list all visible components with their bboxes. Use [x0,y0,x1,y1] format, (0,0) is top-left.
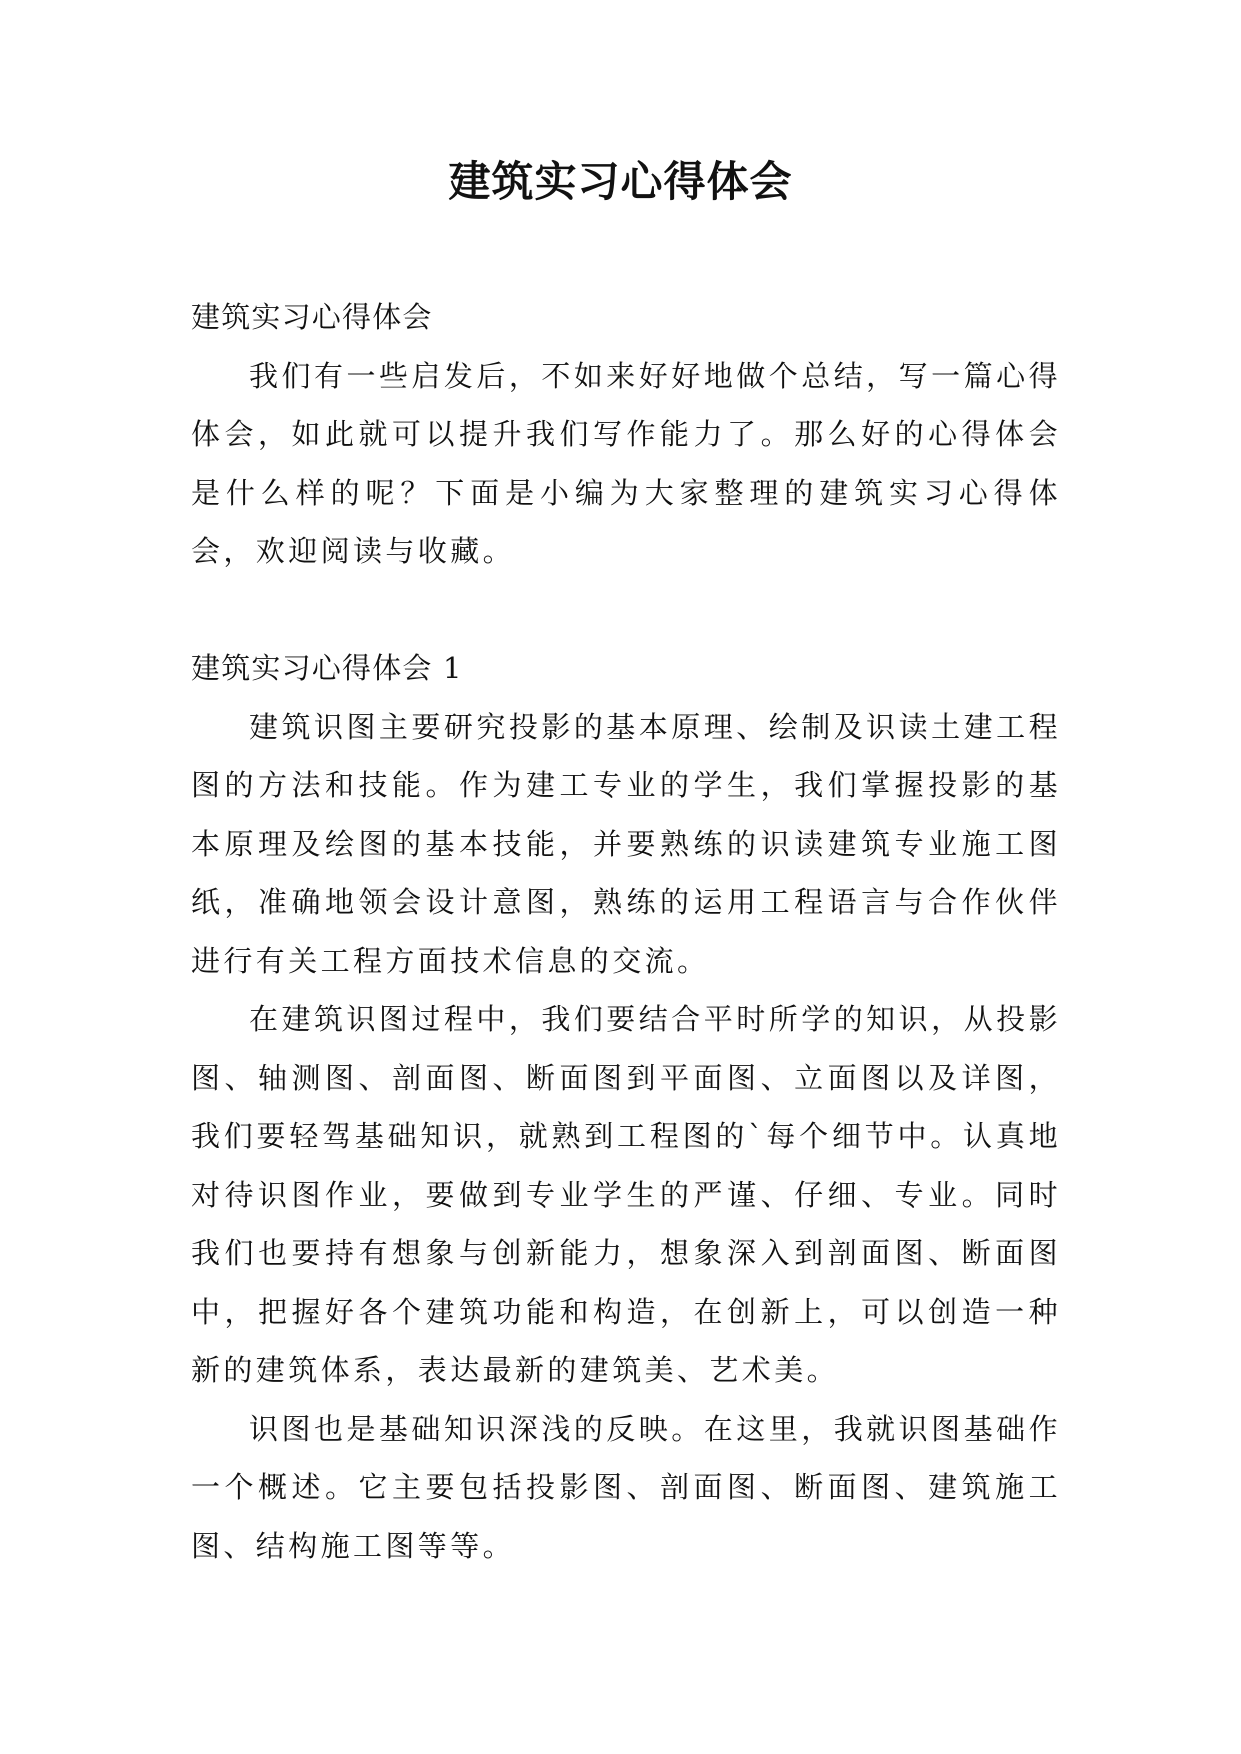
intro-paragraph: 我们有一些启发后，不如来好好地做个总结，写一篇心得体会，如此就可以提升我们写作能力了。那么好的心得体会是什么样的呢？下面是小编为大家整理的建筑实习心得体会，欢迎阅读与收藏。 [191,358,1061,568]
intro-heading: 建筑实习心得体会 [191,300,433,334]
section1-heading: 建筑实习心得体会 1 [191,651,463,685]
paragraph-gap [191,581,1061,640]
document-body [191,288,1061,1575]
section1-paragraph-1: 建筑识图主要研究投影的基本原理、绘制及识读土建工程图的方法和技能。作为建工专业的学生，我们掌握投影的基本原理及绘图的基本技能，并要熟练的识读建筑专业施工图纸，准确地领会设计意图，熟练的运用工程语言与合作伙伴进行有关工程方面技术信息的交流。 [191,709,1061,978]
section1-paragraph-3: 识图也是基础知识深浅的反映。在这里，我就识图基础作一个概述。它主要包括投影图、剖面图、断面图、建筑施工图、结构施工图等等。 [191,1411,1061,1563]
section1-paragraph-2: 在建筑识图过程中，我们要结合平时所学的知识，从投影图、轴测图、剖面图、断面图到平面图、立面图以及详图，我们要轻驾基础知识，就熟到工程图的`每个细节中。认真地对待识图作业，要做到专业学生的严谨、仔细、专业。同时我们也要持有想象与创新能力，想象深入到剖面图、断面图中，把握好各个建筑功能和构造，在创新上，可以创造一种新的建筑体系，表达最新的建筑美、艺术美。 [191,1002,1061,1387]
document-title: 建筑实习心得体会 [448,157,793,206]
